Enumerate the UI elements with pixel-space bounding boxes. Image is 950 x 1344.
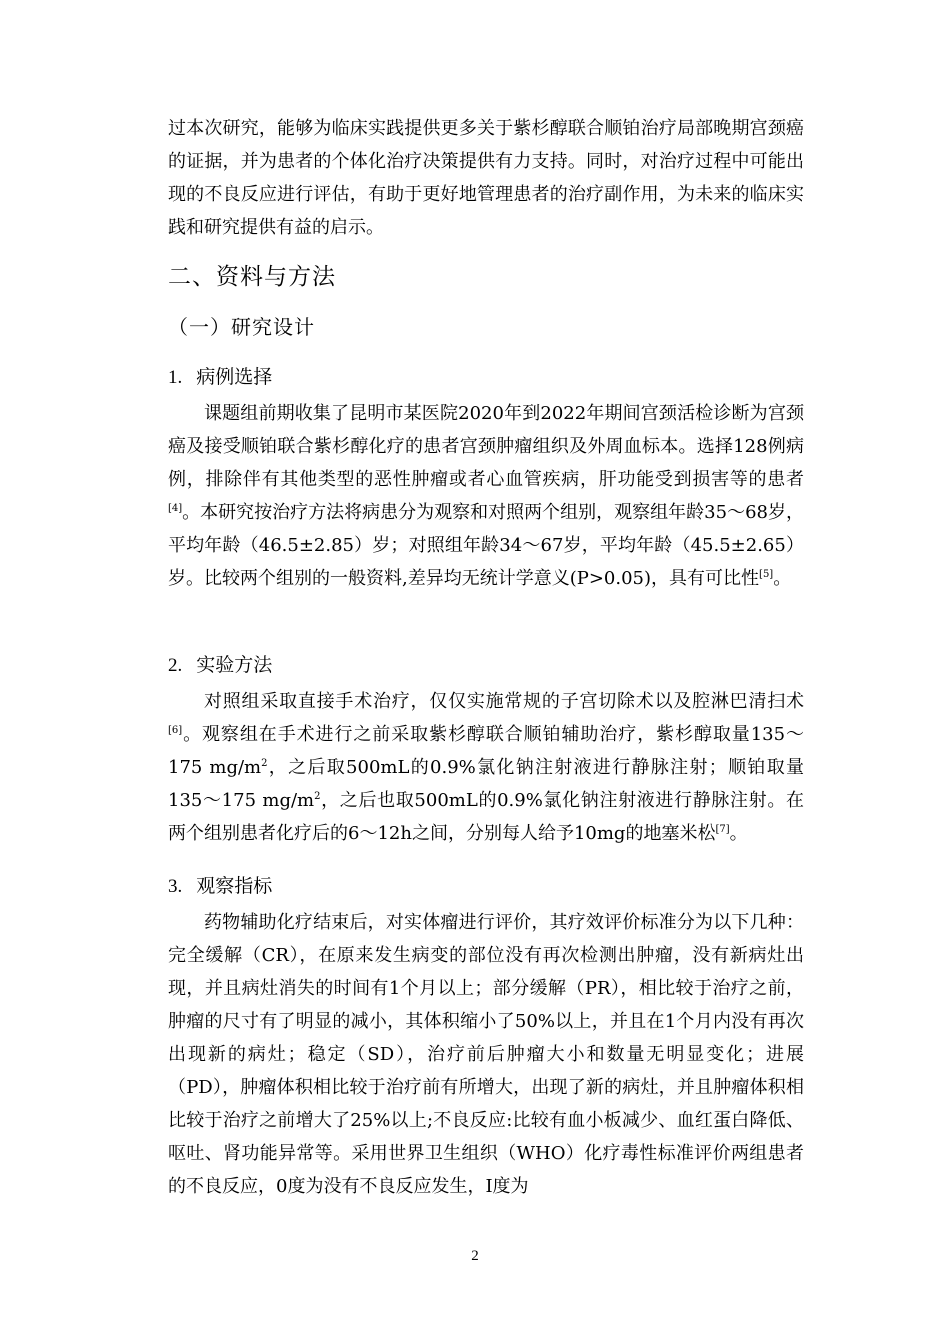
- item3-heading: [168, 871, 804, 898]
- subsection-title: （一）研究设计: [168, 315, 315, 339]
- item2-superscript-1: 2: [261, 758, 268, 769]
- page-number: 2: [471, 1248, 479, 1264]
- item3-paragraph: [168, 906, 804, 1203]
- intro-text: 过本次研究，能够为临床实践提供更多关于紫杉醇联合顺铂治疗局部晚期宫颈癌的证据，并为患者的个体化治疗决策提供有力支持。同时，对治疗过程中可能出现的不良反应进行评估，有助于更好地管理患者的治疗副作用，为未来的临床实践和研究提供有益的启示。: [168, 118, 804, 238]
- item2-citation-7: [7]: [715, 824, 730, 835]
- item2-number: 2.: [168, 655, 183, 676]
- item3-number: 3.: [168, 876, 183, 897]
- section-heading: [168, 258, 804, 291]
- section-title: 二、资料与方法: [168, 264, 336, 290]
- item1-title: 病例选择: [196, 366, 273, 388]
- item2-paragraph: [168, 685, 804, 850]
- item2-text-part1: 对照组采取直接手术治疗，仅仅实施常规的子宫切除术以及腔淋巴清扫术: [204, 691, 804, 712]
- item3-text: 药物辅助化疗结束后，对实体瘤进行评价，其疗效评价标准分为以下几种：完全缓解（CR），在原来发生病变的部位没有再次检测出肿瘤，没有新病灶出现，并且病灶消失的时间有1个月以上；部分缓解（PR），相比较于治疗之前，肿瘤的尺寸有了明显的减小，其体积缩小了50%以上，并且在1个月内没有再次出现新的病灶；稳定（SD），治疗前后肿瘤大小和数量无明显变化；进展（PD），肿瘤体积相比较于治疗前有所增大，出现了新的病灶，并且肿瘤体积相比较于治疗之前增大了25%以上;不良反应:比较有血小板减少、血红蛋白降低、呕吐、肾功能异常等。采用世界卫生组织（WHO）化疗毒性标准评价两组患者的不良反应，0度为没有不良反应发生，Ⅰ度为: [168, 912, 804, 1197]
- item1-number: 1.: [168, 367, 183, 388]
- item2-text-part5: 。: [729, 823, 748, 844]
- item2-superscript-2: 2: [314, 791, 321, 802]
- item2-text-part3: ，之后取500mL的0.9%氯化钠注射液进行静脉注射；顺铂取量135～175 mg/m: [168, 757, 805, 811]
- item1-text-part3: 。: [773, 568, 792, 589]
- item1-citation-4: [4]: [168, 503, 183, 514]
- item3-title: 观察指标: [196, 875, 273, 897]
- item2-text-part2: 。观察组在手术进行之前采取紫杉醇联合顺铂辅助治疗，紫杉醇取量135～175 mg/m: [168, 724, 804, 778]
- item1-text-part1: 课题组前期收集了昆明市某医院2020年到2022年期间宫颈活检诊断为宫颈癌及接受顺铂联合紫杉醇化疗的患者宫颈肿瘤组织及外周血标本。选择128例病例，排除伴有其他类型的恶性肿瘤或者心血管疾病，肝功能受到损害等的患者: [168, 403, 804, 490]
- item1-citation-5: [5]: [759, 569, 774, 580]
- item2-heading: [168, 650, 804, 677]
- item1-text: [168, 397, 804, 595]
- item1-text-part2: 。本研究按治疗方法将病患分为观察和对照两个组别，观察组年龄35～68岁，平均年龄（46.5±2.85）岁；对照组年龄34～67岁，平均年龄（45.5±2.65）岁。比较两个组别的一般资料,差异均无统计学意义(P>0.05)，具有可比性: [168, 502, 804, 589]
- item2-citation-6: [6]: [168, 725, 183, 736]
- item1-heading: [168, 362, 804, 389]
- subsection-heading: [168, 311, 804, 340]
- item2-title: 实验方法: [196, 654, 273, 676]
- item1-paragraph: [168, 397, 804, 595]
- item2-text-part4: ，之后也取500mL的0.9%氯化钠注射液进行静脉注射。在两个组别患者化疗后的6～12h之间，分别每人给予10mg的地塞米松: [168, 790, 804, 844]
- intro-paragraph: [168, 112, 804, 244]
- item2-text: [168, 685, 804, 850]
